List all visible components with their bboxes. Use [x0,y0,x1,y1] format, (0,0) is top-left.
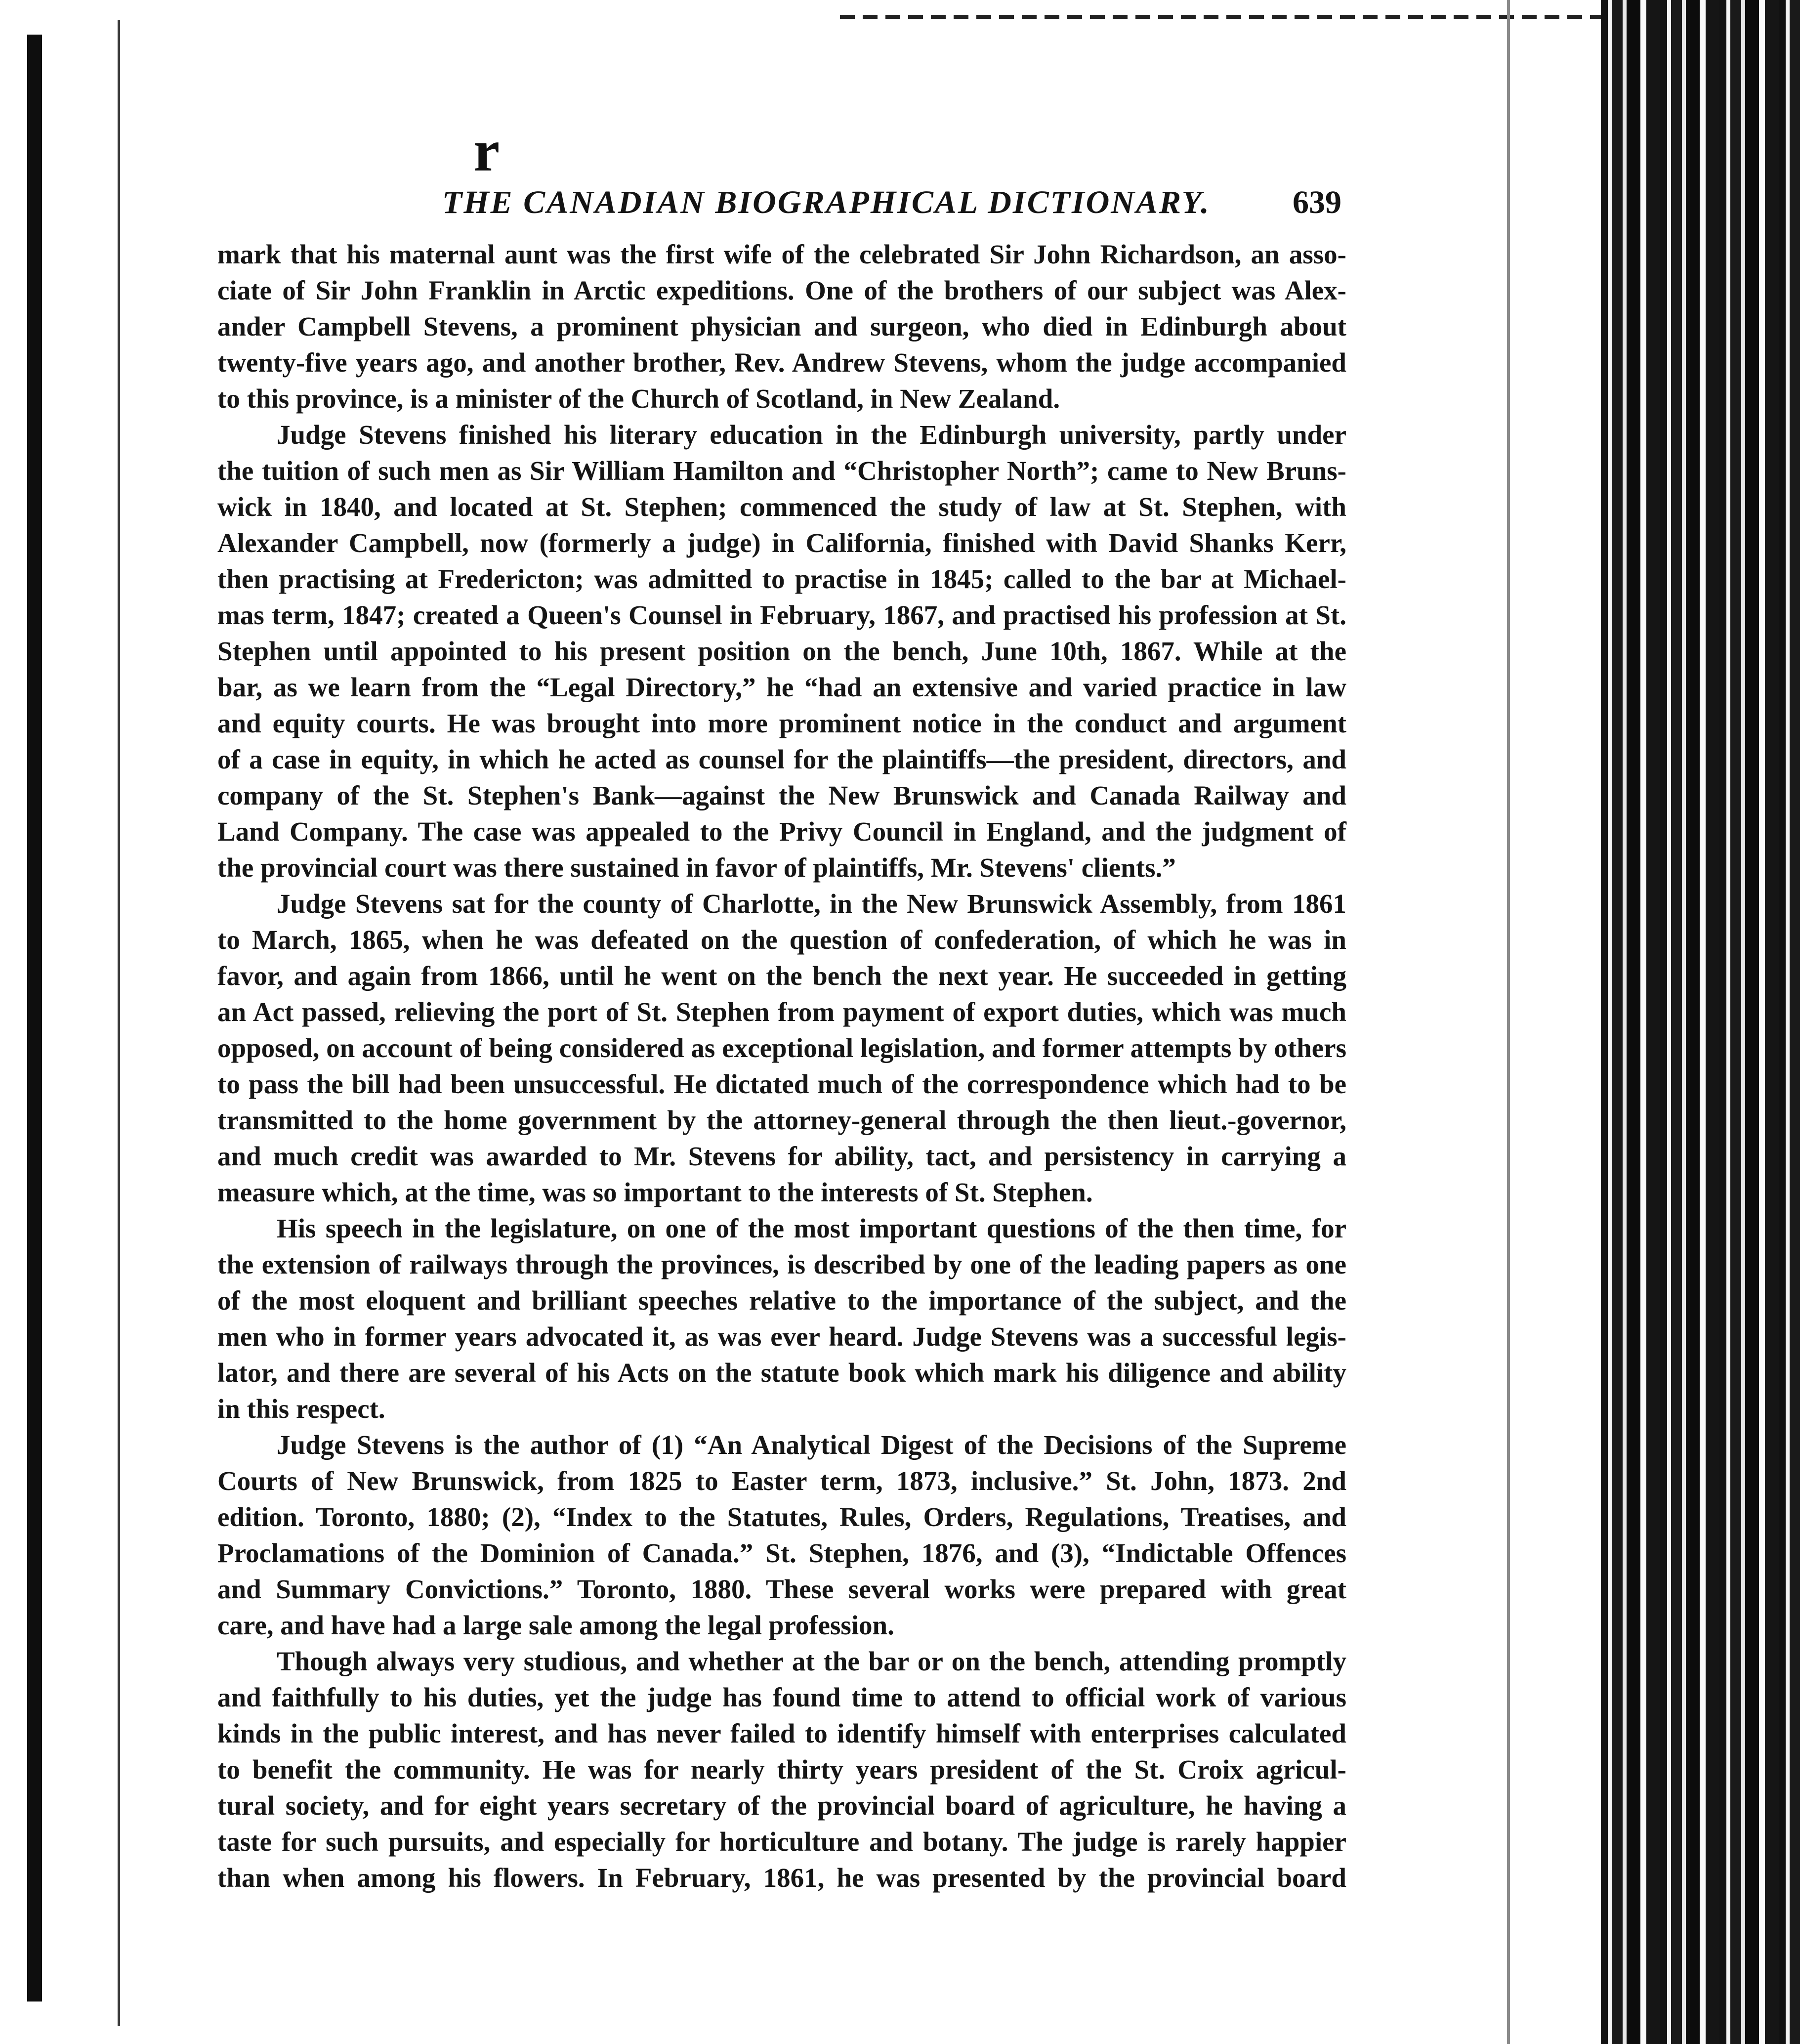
scan-line-left [118,20,120,2026]
text-line: to this province, is a minister of the Church of Scotland, in New Zealand. [217,383,1060,414]
text-line: than when among his flowers. In February, 1861, he was presented by the provincial board [217,1863,1346,1893]
text-line: Judge Stevens is the author of (1) “An Analytical Digest of the Decisions of the Supreme [277,1430,1346,1460]
text-line: an Act passed, relieving the port of St. Stephen from payment of export duties, which was much [217,997,1346,1027]
page-number: 639 [1293,184,1341,220]
text-line: lator, and there are several of his Acts on the statute book which mark his diligence and ability [217,1358,1346,1388]
text-line: Judge Stevens finished his literary education in the Edinburgh university, partly under [277,420,1346,450]
text-line: the tuition of such men as Sir William Hamilton and “Christopher North”; came to New Bruns- [217,456,1346,486]
text-line: company of the St. Stephen's Bank—against the New Brunswick and Canada Railway and [217,780,1346,810]
text-line: Land Company. The case was appealed to the Privy Council in England, and the judgment of [217,816,1346,847]
text-line: edition. Toronto, 1880; (2), “Index to the Statutes, Rules, Orders, Regulations, Treatises, and [217,1502,1346,1532]
text-line: and Summary Convictions.” Toronto, 1880. These several works were prepared with great [217,1574,1346,1604]
text-line: to pass the bill had been unsuccessful. He dictated much of the correspondence which had to be [217,1069,1346,1099]
text-line: Judge Stevens sat for the county of Charlotte, in the New Brunswick Assembly, from 1861 [277,889,1346,919]
text-line: wick in 1840, and located at St. Stephen; commenced the study of law at St. Stephen, with [217,492,1346,522]
text-line: ciate of Sir John Franklin in Arctic expeditions. One of the brothers of our subject was Alex- [217,275,1346,305]
text-line: Stephen until appointed to his present position on the bench, June 10th, 1867. While at the [217,636,1346,666]
scan-top-rule [840,15,1680,19]
running-head [442,178,1341,227]
text-line: and faithfully to his duties, yet the judge has found time to attend to official work of various [217,1682,1346,1712]
scan-right-band [1601,0,1800,2044]
scan-edge-left [27,35,42,2001]
text-line: of a case in equity, in which he acted as counsel for the plaintiffs—the president, directors, and [217,744,1346,774]
scan-fold-line [1507,0,1510,2044]
text-line: care, and have had a large sale among the legal profession. [217,1610,894,1640]
text-line: mark that his maternal aunt was the first wife of the celebrated Sir John Richardson, an asso- [217,239,1346,269]
text-line: mas term, 1847; created a Queen's Counsel in February, 1867, and practised his profession at St. [217,600,1346,630]
text-line: the provincial court was there sustained in favor of plaintiffs, Mr. Stevens' clients.” [217,852,1176,883]
text-line: Alexander Campbell, now (formerly a judge) in California, finished with David Shanks Kerr, [217,528,1346,558]
text-line: to March, 1865, when he was defeated on the question of confederation, of which he was in [217,925,1346,955]
handwritten-mark: r [473,118,500,183]
text-line: transmitted to the home government by the attorney-general through the then lieut.-governor, [217,1105,1346,1135]
text-line: ander Campbell Stevens, a prominent physician and surgeon, who died in Edinburgh about [217,311,1346,341]
text-line: then practising at Fredericton; was admitted to practise in 1845; called to the bar at Michael- [217,564,1346,594]
text-line: in this respect. [217,1394,385,1424]
text-line: bar, as we learn from the “Legal Directory,” he “had an extensive and varied practice in law [217,672,1346,702]
text-line: the extension of railways through the provinces, is described by one of the leading papers as one [217,1249,1346,1279]
text-line: opposed, on account of being considered as exceptional legislation, and former attempts by others [217,1033,1346,1063]
body-text [217,236,1346,1896]
text-line: His speech in the legislature, on one of the most important questions of the then time, for [277,1213,1346,1243]
text-line: favor, and again from 1866, until he went on the bench the next year. He succeeded in getting [217,961,1346,991]
text-line: to benefit the community. He was for nearly thirty years president of the St. Croix agricul- [217,1754,1346,1785]
text-line: Though always very studious, and whether at the bar or on the bench, attending promptly [277,1646,1346,1676]
text-line: of the most eloquent and brilliant speeches relative to the importance of the subject, and the [217,1285,1346,1316]
text-line: and equity courts. He was brought into more prominent notice in the conduct and argument [217,708,1346,738]
text-line: Proclamations of the Dominion of Canada.” St. Stephen, 1876, and (3), “Indictable Offences [217,1538,1346,1568]
running-title: THE CANADIAN BIOGRAPHICAL DICTIONARY. [442,184,1211,220]
text-line: men who in former years advocated it, as was ever heard. Judge Stevens was a successful legis- [217,1321,1346,1352]
text-line: tural society, and for eight years secretary of the provincial board of agriculture, he having a [217,1790,1346,1821]
text-line: and much credit was awarded to Mr. Stevens for ability, tact, and persistency in carrying a [217,1141,1346,1171]
text-line: kinds in the public interest, and has never failed to identify himself with enterprises calculated [217,1718,1346,1748]
text-line: twenty-five years ago, and another brother, Rev. Andrew Stevens, whom the judge accompanied [217,347,1346,378]
text-line: Courts of New Brunswick, from 1825 to Easter term, 1873, inclusive.” St. John, 1873. 2nd [217,1466,1346,1496]
text-line: taste for such pursuits, and especially for horticulture and botany. The judge is rarely happier [217,1827,1346,1857]
text-line: measure which, at the time, was so important to the interests of St. Stephen. [217,1177,1093,1207]
